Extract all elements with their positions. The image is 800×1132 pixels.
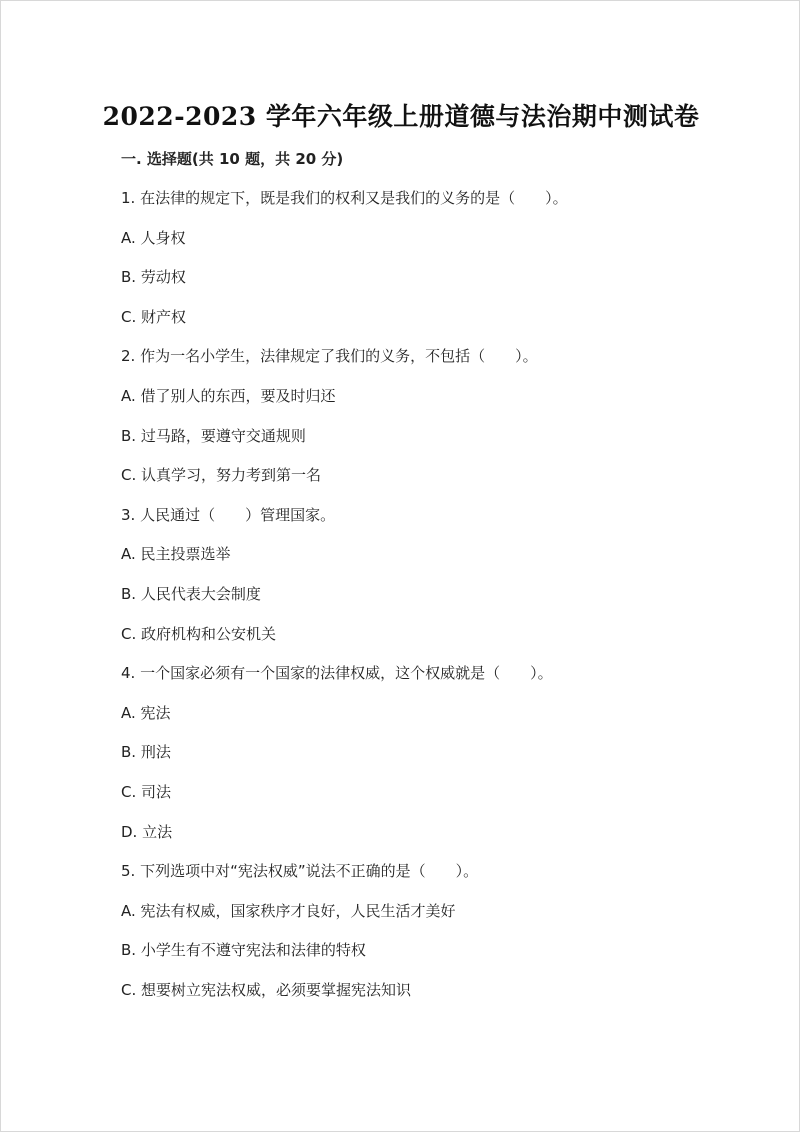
question-stem: 2. 作为一名小学生，法律规定了我们的义务，不包括（ ）。 bbox=[121, 347, 538, 366]
question-option: B. 劳动权 bbox=[121, 268, 186, 287]
question-option: C. 司法 bbox=[121, 782, 172, 801]
question-stem: 5. 下列选项中对“宪法权威”说法不正确的是（ ）。 bbox=[121, 862, 479, 881]
question-3 bbox=[121, 505, 761, 663]
question-option: A. 借了别人的东西，要及时归还 bbox=[121, 386, 336, 405]
page-title: 2022-2023 学年六年级上册道德与法治期中测试卷 bbox=[102, 102, 700, 131]
exam-content bbox=[121, 149, 761, 1019]
question-4 bbox=[121, 663, 761, 861]
section-heading: 一. 选择题(共 10 题，共 20 分) bbox=[121, 150, 344, 168]
question-option: B. 刑法 bbox=[121, 743, 171, 762]
question-option: B. 小学生有不遵守宪法和法律的特权 bbox=[121, 941, 366, 960]
question-option: B. 人民代表大会制度 bbox=[121, 584, 261, 603]
question-option: B. 过马路，要遵守交通规则 bbox=[121, 426, 306, 445]
question-option: C. 政府机构和公安机关 bbox=[121, 624, 277, 643]
question-2 bbox=[121, 346, 761, 504]
question-option: A. 人身权 bbox=[121, 228, 186, 247]
question-option: A. 民主投票选举 bbox=[121, 545, 231, 564]
question-option: D. 立法 bbox=[121, 822, 173, 841]
question-option: A. 宪法有权威，国家秩序才良好，人民生活才美好 bbox=[121, 901, 456, 920]
question-option: C. 想要树立宪法权威，必须要掌握宪法知识 bbox=[121, 980, 412, 999]
question-stem: 1. 在法律的规定下，既是我们的权利又是我们的义务的是（ ）。 bbox=[121, 189, 568, 207]
question-option: C. 财产权 bbox=[121, 307, 187, 326]
question-option: A. 宪法 bbox=[121, 703, 171, 722]
question-stem: 3. 人民通过（ ）管理国家。 bbox=[121, 505, 336, 524]
question-1 bbox=[121, 188, 761, 346]
question-option: C. 认真学习，努力考到第一名 bbox=[121, 466, 322, 485]
question-5 bbox=[121, 861, 761, 1019]
question-stem: 4. 一个国家必须有一个国家的法律权威，这个权威就是（ ）。 bbox=[121, 664, 553, 683]
